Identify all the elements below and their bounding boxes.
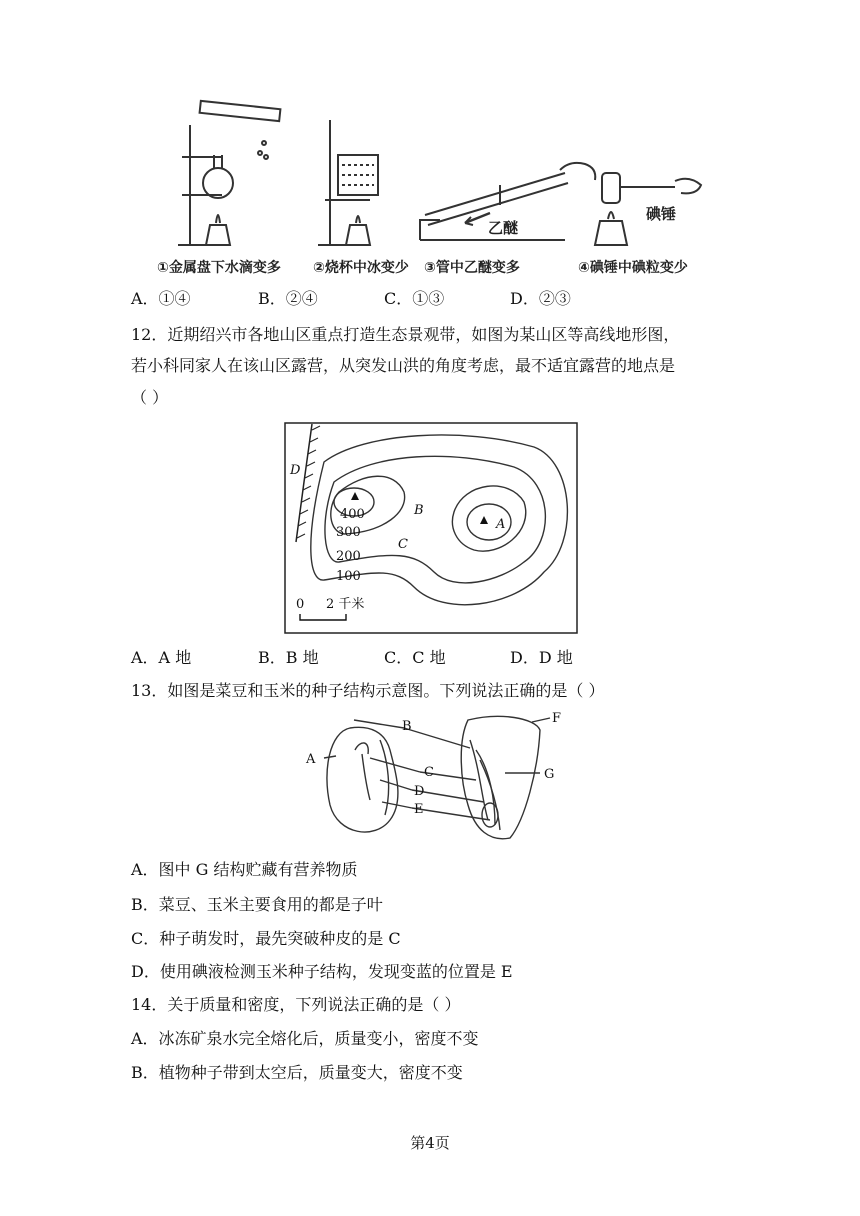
q12-stem-line-2: 若小科同家人在该山区露营，从突发山洪的角度考虑，最不适宜露营的地点是 [131, 356, 676, 375]
page-number: 第4页 [410, 1134, 450, 1152]
q13-option-b[interactable]: B．菜豆、玉米主要食用的都是子叶 [131, 895, 383, 914]
q11-caption-3: ③管中乙醚变多 [424, 260, 520, 276]
q14-option-a[interactable]: A．冰冻矿泉水完全熔化后，质量变小，密度不变 [131, 1029, 479, 1048]
q11-caption-2: ②烧杯中冰变少 [313, 260, 409, 276]
q12-option-b[interactable]: B．B 地 [258, 648, 319, 667]
q13-option-c[interactable]: C．种子萌发时，最先突破种皮的是 C [131, 929, 401, 948]
seed-label-e: E [414, 802, 424, 817]
seed-label-a: A [306, 752, 316, 767]
contour-label-100: 100 [336, 569, 361, 584]
q13-stem: 13．如图是菜豆和玉米的种子结构示意图。下列说法正确的是（ ） [131, 681, 605, 700]
q11-option-d[interactable]: D．②③ [510, 289, 571, 308]
contour-label-200: 200 [336, 549, 361, 564]
scale-zero: 0 [296, 597, 305, 612]
ether-label: 乙醚 [488, 219, 519, 237]
q12-option-c[interactable]: C．C 地 [384, 648, 446, 667]
q13-option-a[interactable]: A．图中 G 结构贮藏有营养物质 [131, 860, 358, 879]
q11-option-c[interactable]: C．①③ [384, 289, 445, 308]
seed-figure [300, 710, 570, 850]
seed-label-c: C [424, 765, 434, 780]
q12-option-a[interactable]: A．A 地 [131, 648, 192, 667]
point-d: D [290, 463, 301, 478]
iodine-hammer-label: 碘锤 [646, 205, 677, 223]
point-a: A [496, 517, 506, 532]
q12-stem-line-1: 12．近期绍兴市各地山区重点打造生态景观带，如图为某山区等高线地形图， [131, 325, 680, 344]
q14-option-b[interactable]: B．植物种子带到太空后，质量变大，密度不变 [131, 1063, 463, 1082]
q14-stem: 14．关于质量和密度，下列说法正确的是（ ） [131, 995, 461, 1014]
q11-option-b[interactable]: B．②④ [258, 289, 318, 308]
contour-label-400: 400 [340, 507, 365, 522]
contour-label-300: 300 [336, 525, 361, 540]
q11-option-a[interactable]: A．①④ [131, 289, 191, 308]
seed-label-d: D [414, 784, 425, 799]
q11-caption-4: ④碘锤中碘粒变少 [578, 260, 688, 276]
contour-map [284, 422, 578, 634]
seed-label-g: G [544, 767, 555, 782]
q12-option-d[interactable]: D．D 地 [510, 648, 573, 667]
scale-label: 2 千米 [326, 597, 365, 612]
q13-option-d[interactable]: D．使用碘液检测玉米种子结构，发现变蓝的位置是 E [131, 962, 513, 981]
seed-label-b: B [402, 719, 412, 734]
point-c: C [398, 537, 408, 552]
q12-options [131, 647, 771, 669]
q11-caption-1: ①金属盘下水滴变多 [157, 260, 281, 276]
q11-options [131, 288, 771, 310]
seed-label-f: F [552, 711, 562, 726]
q11-figure [170, 95, 730, 260]
q12-stem-line-3: （ ） [131, 388, 169, 407]
point-b: B [414, 503, 424, 518]
